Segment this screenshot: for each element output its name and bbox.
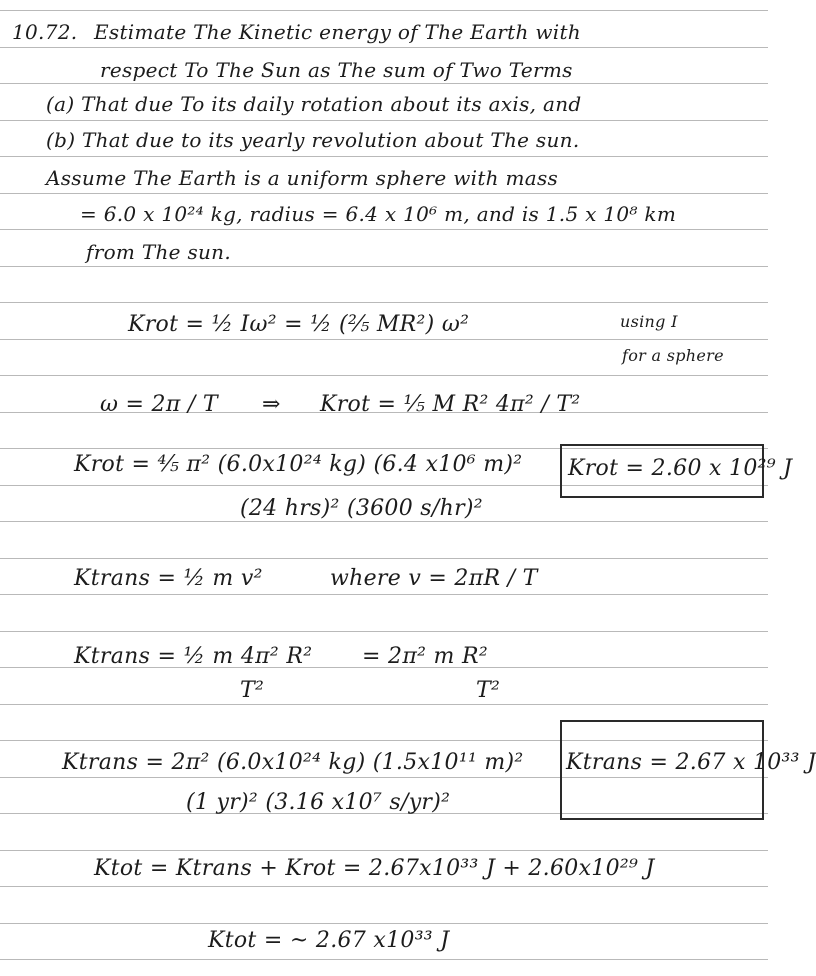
ruled-line [0,850,768,851]
ktrans-result: Ktrans = 2.67 x 10³³ J [566,750,816,775]
ruled-line [0,266,768,267]
krot-substitution-numerator: Krot = ⅘ π² (6.0x10²⁴ kg) (6.4 x10⁶ m)² [74,452,523,477]
ruled-line [0,47,768,48]
note-for-sphere: for a sphere [622,346,724,365]
ktrans-definition: Ktrans = ½ m v² [74,566,263,591]
ruled-line [0,959,768,960]
implies-arrow: ⇒ [262,392,281,417]
ktot-equation: Ktot = Ktrans + Krot = 2.67x10³³ J + 2.60x10²⁹ J [94,856,655,881]
problem-line-6: = 6.0 x 10²⁴ kg, radius = 6.4 x 10⁶ m, and is 1.5 x 10⁸ km [80,202,677,226]
ruled-line [0,339,768,340]
problem-line-3: (a) That due To its daily rotation about its axis, and [46,92,582,116]
problem-line-1: Estimate The Kinetic energy of The Earth with [94,20,581,44]
ktrans-step-denominator: T² [240,678,265,703]
ruled-line [0,594,768,595]
ruled-line [0,156,768,157]
ruled-line [0,521,768,522]
ruled-line [0,704,768,705]
problem-line-4: (b) That due to its yearly revolution about The sun. [46,128,580,152]
ktrans-step-numerator: Ktrans = ½ m 4π² R² [74,644,313,669]
ruled-line [0,193,768,194]
ruled-line [0,375,768,376]
ruled-line [0,120,768,121]
krot-definition: Krot = ½ Iω² = ½ (⅖ MR²) ω² [128,312,470,337]
problem-line-5: Assume The Earth is a uniform sphere with mass [46,166,559,190]
problem-number: 10.72. [12,20,78,44]
ruled-line [0,923,768,924]
ktrans-step2-numerator: = 2π² m R² [362,644,488,669]
note-using-i: using I [620,312,678,331]
krot-substitution-denominator: (24 hrs)² (3600 s/hr)² [240,496,483,521]
ruled-line [0,229,768,230]
ruled-line [0,302,768,303]
ruled-line [0,83,768,84]
ruled-line [0,631,768,632]
ruled-line [0,10,768,11]
ktrans-substitution-denominator: (1 yr)² (3.16 x10⁷ s/yr)² [186,790,451,815]
problem-line-2: respect To The Sun as The sum of Two Terms [100,58,573,82]
problem-line-7: from The sun. [86,240,232,264]
krot-simplified: Krot = ⅕ M R² 4π² / T² [320,392,581,417]
ruled-line [0,558,768,559]
omega-equation: ω = 2π / T [100,392,218,417]
ruled-line [0,886,768,887]
krot-result: Krot = 2.60 x 10²⁹ J [568,456,793,481]
ktot-final: Ktot = ~ 2.67 x10³³ J [208,928,450,953]
ktrans-substitution-numerator: Ktrans = 2π² (6.0x10²⁴ kg) (1.5x10¹¹ m)² [62,750,524,775]
velocity-equation: where v = 2πR / T [330,566,538,591]
ktrans-step2-denominator: T² [476,678,501,703]
